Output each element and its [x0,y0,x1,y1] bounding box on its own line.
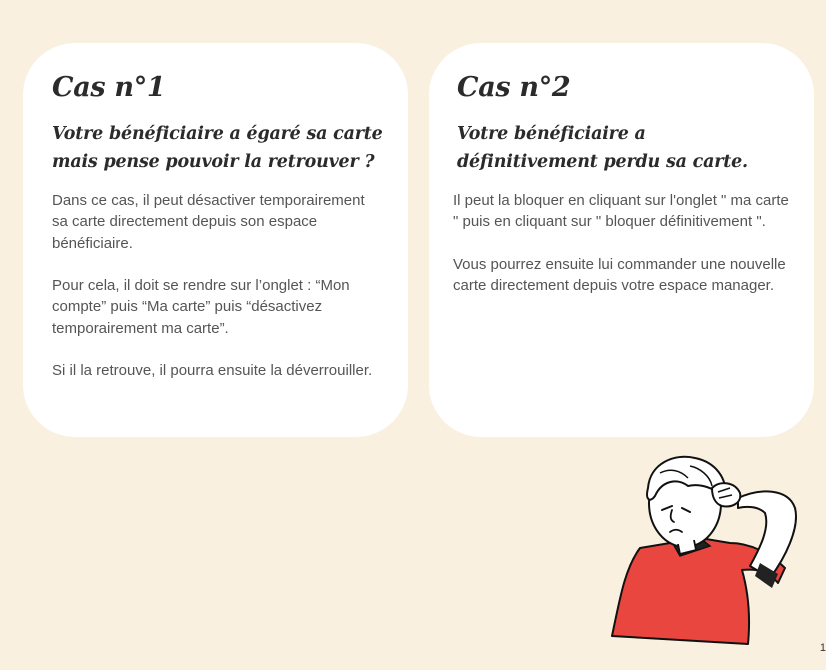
card-case-2 [429,43,814,437]
card-case-1 [23,43,408,437]
page-number: 1 [819,642,826,654]
card-subtitle [457,120,794,176]
card-title: Cas n°2 [457,72,571,103]
card-paragraph: Il peut la bloquer en cliquant sur l'onglet " ma carte " puis en cliquant sur " bloquer définitivement ". [453,192,789,231]
card-title: Cas n°1 [52,72,166,103]
card-subtitle [52,120,384,176]
card-paragraph: Dans ce cas, il peut désactiver temporairement sa carte directement depuis son espace bénéficiaire. [52,192,365,252]
card-paragraph: Vous pourrez ensuite lui commander une nouvelle carte directement depuis votre espace manager. [453,255,786,295]
card-subtitle-line: Votre bénéficiaire a [457,124,646,144]
card-subtitle-line: définitivement perdu sa carte. [457,152,748,172]
card-body [453,190,794,296]
worried-person-illustration [600,448,810,653]
card-paragraph: Si il la retrouve, il pourra ensuite la déverrouiller. [52,362,373,380]
hand-shape [712,483,740,506]
card-subtitle-line: mais pense pouvoir la retrouver ? [52,152,375,172]
card-subtitle-line: Votre bénéficiaire a égaré sa carte [52,124,383,144]
card-paragraph: Pour cela, il doit se rendre sur l’onglet : “Mon compte” puis “Ma carte” puis “désactivez temporairement ma carte”. [52,277,350,337]
card-body [52,190,384,382]
